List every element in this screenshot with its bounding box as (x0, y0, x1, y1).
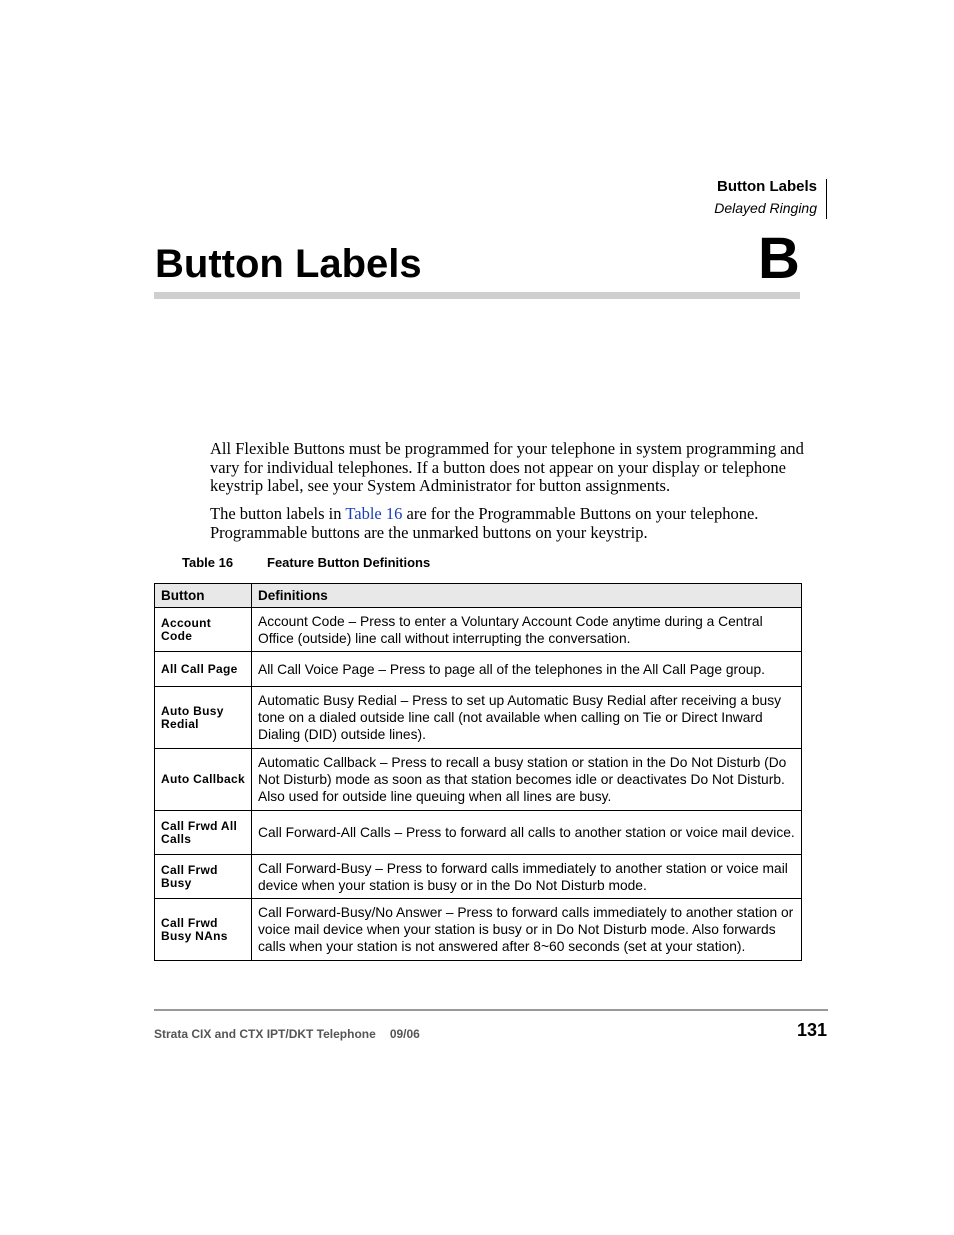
button-label: Account Code (155, 608, 252, 652)
table-row (155, 687, 802, 749)
running-head-divider (826, 179, 827, 219)
table-row (155, 811, 802, 855)
table-row (155, 749, 802, 811)
table-16-link[interactable]: Table 16 (345, 504, 403, 523)
table-caption (182, 555, 431, 570)
running-head (714, 177, 817, 219)
running-head-title: Button Labels (717, 178, 817, 195)
button-definition: Account Code – Press to enter a Voluntary Account Code anytime during a Central Office (outside) line call without interrupting the conversation. (252, 608, 802, 652)
paragraph-2-text-start: The button labels in (210, 504, 346, 523)
header-button: Button (155, 584, 252, 608)
button-definition: Call Forward-Busy – Press to forward calls immediately to another station or voice mail device when your station is busy or in the Do Not Disturb mode. (252, 855, 802, 899)
table-row (155, 608, 802, 652)
button-definition: All Call Voice Page – Press to page all of the telephones in the All Call Page group. (252, 652, 802, 687)
intro-paragraph (210, 440, 810, 496)
button-label: Call Frwd Busy NAns (155, 899, 252, 961)
paragraph-1: All Flexible Buttons must be programmed for your telephone in system programming and vary for individual telephones. If a button does not appear on your display or telephone keystrip label, see your System Administrator for button assignments. (210, 439, 804, 496)
paragraph-2-text-end: are for the Programmable Buttons on your telephone. Programmable buttons are the unmarked buttons on your keystrip. (210, 504, 759, 542)
table-row (155, 899, 802, 961)
button-definition: Automatic Callback – Press to recall a busy station or station in the Do Not Disturb (Do Not Disturb) mode as soon as that station becomes idle or deactivates Do Not Disturb. Also used for outside line queuing when all lines are busy. (252, 749, 802, 811)
table-row (155, 855, 802, 899)
chapter-rule (154, 292, 800, 299)
footer-date: 09/06 (389, 1027, 420, 1041)
footer-publication-title: Strata CIX and CTX IPT/DKT Telephone (154, 1027, 376, 1041)
table-caption-number: Table 16 (182, 555, 234, 570)
button-definition: Call Forward-Busy/No Answer – Press to forward calls immediately to another station or voice mail device when your station is busy or in Do Not Disturb mode. Also forwards calls when your station is not answered after 8~60 seconds (set at your station). (252, 899, 802, 961)
table-caption-title: Feature Button Definitions (267, 555, 431, 570)
page-number: 131 (796, 1020, 827, 1040)
reference-paragraph (210, 505, 810, 542)
chapter-letter: B (758, 226, 800, 291)
paragraph-2 (210, 505, 810, 542)
button-label: All Call Page (155, 652, 252, 687)
running-head-subtitle: Delayed Ringing (714, 200, 817, 216)
button-label: Call Frwd Busy (155, 855, 252, 899)
button-label: Auto Callback (155, 749, 252, 811)
button-label: Auto Busy Redial (155, 687, 252, 749)
table-row (155, 652, 802, 687)
table-header-row (155, 584, 802, 608)
button-definition: Automatic Busy Redial – Press to set up Automatic Busy Redial after receiving a busy tone on a dialed outside line call (not available when calling on Tie or Direct Inward Dialing (DID) outside lines). (252, 687, 802, 749)
chapter-title: Button Labels (155, 242, 422, 286)
feature-button-table (154, 583, 802, 961)
button-definition: Call Forward-All Calls – Press to forward all calls to another station or voice mail device. (252, 811, 802, 855)
footer-publication (154, 1027, 420, 1041)
header-definitions: Definitions (252, 584, 802, 608)
footer-rule (154, 1009, 828, 1011)
button-label: Call Frwd All Calls (155, 811, 252, 855)
